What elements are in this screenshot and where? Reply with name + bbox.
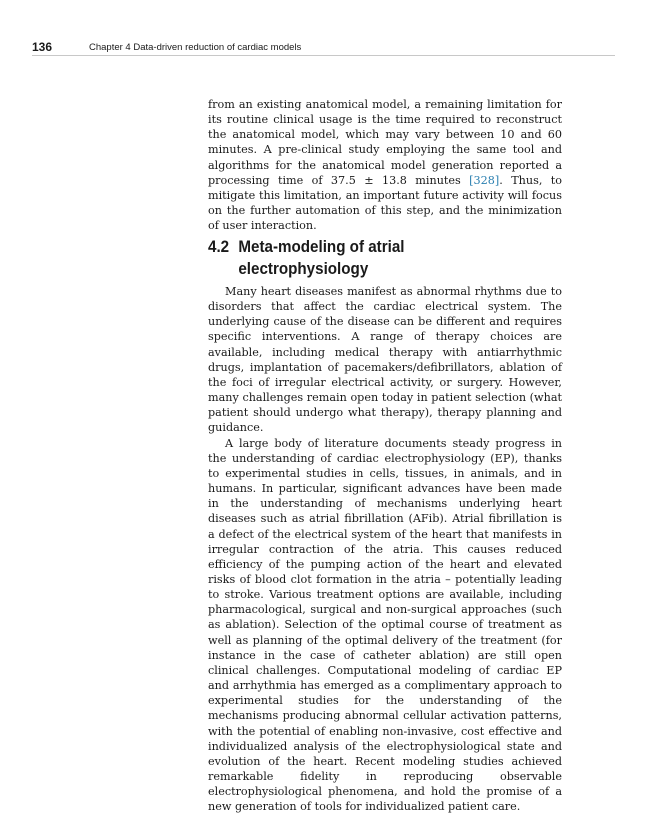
paragraph <box>208 97 562 233</box>
paragraph: A large body of literature documents steady progress in the understanding of cardiac electrophysiology (EP), thanks to experimental studies in cells, tissues, in animals, and in humans. In particular, significant advances have been made in the understanding of mechanisms underlying heart diseases such as atrial fibrillation (AFib). Atrial fibrillation is a defect of the electrical system of the heart that manifests in irregular contraction of the atria. This causes reduced efficiency of the pumping action of the heart and elevated risks of blood clot formation in the atria – potentially leading to stroke. Various treatment options are available, including pharmacological, surgical and non-surgical approaches (such as ablation). Selection of the optimal course of treatment as well as planning of the optimal delivery of the treatment (for instance in the case of catheter ablation) are still open clinical challenges. Computational modeling of cardiac EP and arrhythmia has emerged as a complimentary approach to experimental studies for the understanding of the mechanisms producing abnormal cellular activation patterns, with the potential of enabling non-invasive, cost effective and individualized analysis of the electrophysiological state and evolution of the heart. Recent modeling studies achieved remarkable fidelity in reproducing observable electrophysiological phenomena, and hold the promise of a new generation of tools for individualized patient care. <box>208 436 562 814</box>
page-number: 136 <box>32 40 53 54</box>
paragraph-text: from an existing anatomical model, a remaining limitation for its routine clinical usage is the time required to reconstruct the anatomical model, which may vary between 10 and 60 minutes. A pre-clinical study employing the same tool and algorithms for the anatomical model generation reported a processing time of 37.5 ± 13.8 minutes <box>208 98 562 187</box>
citation-link[interactable]: [328] <box>469 173 500 187</box>
section-body <box>208 284 562 814</box>
paragraph-text: . Thus, to mitigate this limitation, an important future activity will focus on the further automation of this step, and the minimization of user interaction. <box>208 173 562 233</box>
paragraph: Many heart diseases manifest as abnormal rhythms due to disorders that affect the cardiac electrical system. The underlying cause of the disease can be different and requires specific interventions. A range of therapy choices are available, including medical therapy with antiarrhythmic drugs, implantation of pacemakers/defibrillators, ablation of the foci of irregular electrical activity, or surgery. However, many challenges remain open today in patient selection (what patient should undergo what therapy), therapy planning and guidance. <box>208 285 562 435</box>
section-number: 4.2 <box>208 238 230 256</box>
section-title-line2: electrophysiology <box>238 260 369 278</box>
section-heading <box>208 236 539 280</box>
section-title-line1: Meta-modeling of atrial <box>238 238 405 256</box>
paragraph-continuation <box>208 97 562 233</box>
running-header <box>32 40 615 56</box>
chapter-title: Chapter 4 Data-driven reduction of cardiac models <box>89 42 302 53</box>
